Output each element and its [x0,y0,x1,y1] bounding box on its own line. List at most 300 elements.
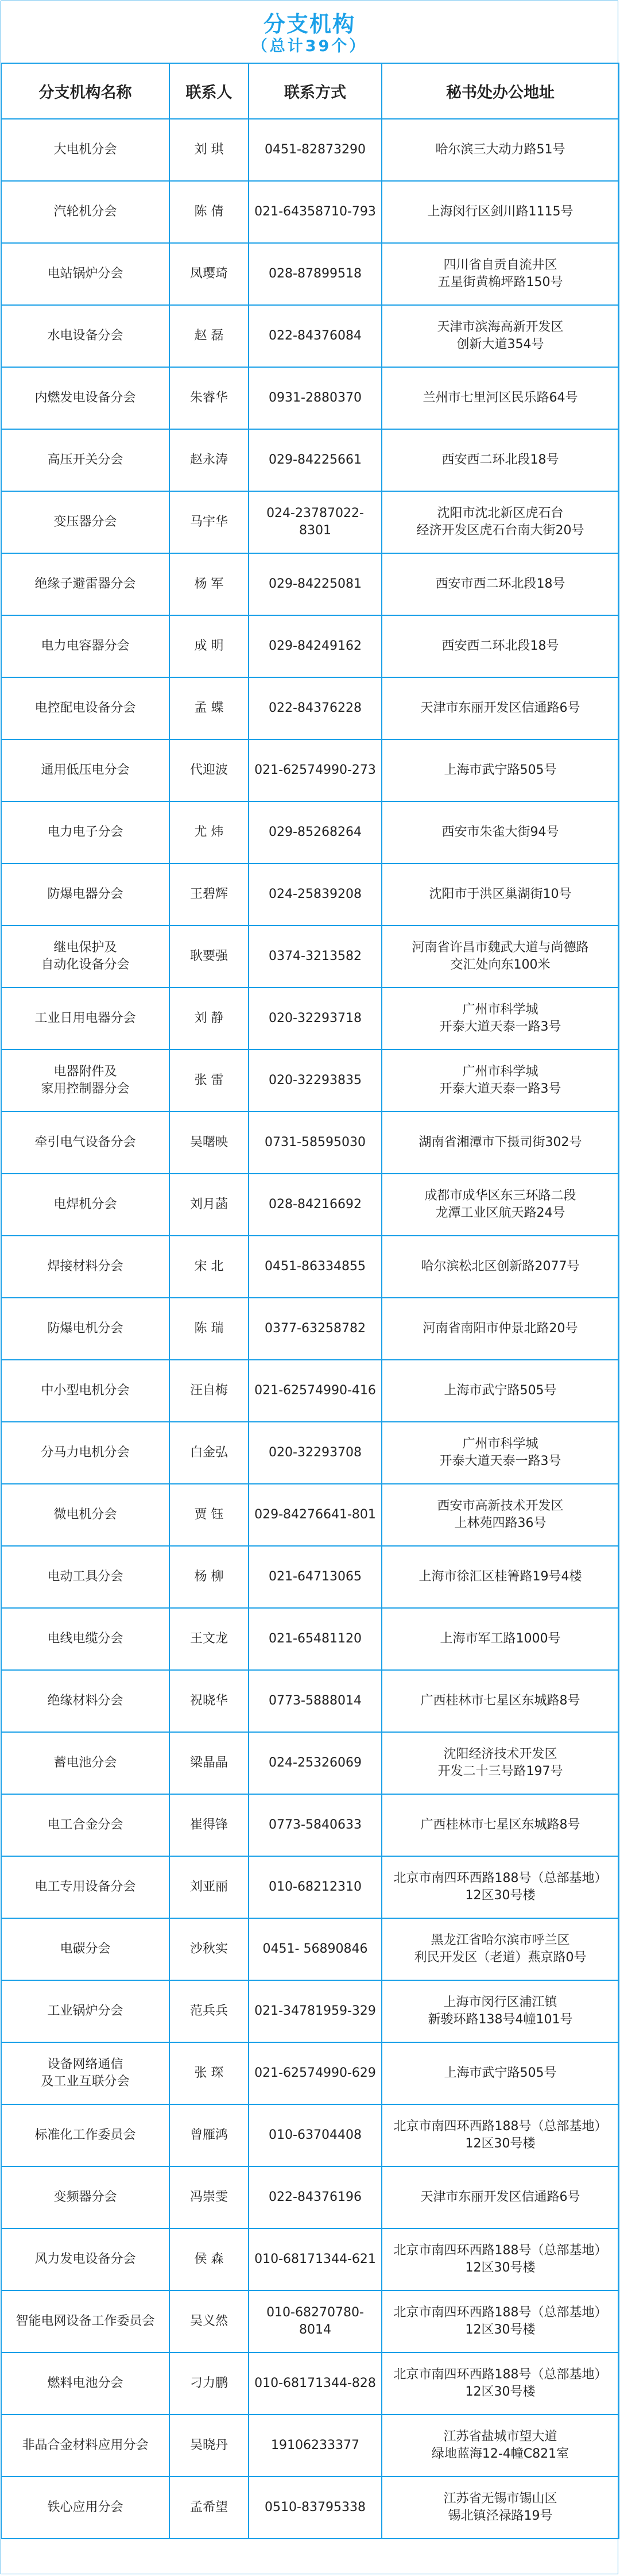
phone-cell: 021-65481120 [249,1608,382,1670]
address-cell-line: 12区30号楼 [465,2323,536,2337]
address-cell [382,677,619,739]
table-row [1,1298,619,1360]
address-cell [382,1794,619,1856]
address-cell-line: 西安市西二环北段18号 [435,577,565,591]
table-row [1,1856,619,1918]
branch-name-cell-line: 牵引电气设备分会 [34,1135,136,1150]
table-row [1,2415,619,2477]
address-cell [382,925,619,988]
branch-name-cell-line: 电动工具分会 [47,1569,123,1584]
branch-name-cell-line: 燃料电池分会 [47,2376,123,2390]
branch-name-cell-line: 工业锅炉分会 [47,2004,123,2018]
address-cell-line: 上海市徐汇区桂箐路19号4楼 [418,1569,582,1584]
address-cell [382,2290,619,2353]
address-cell-line: 龙潭工业区航天路24号 [435,1206,565,1220]
page-header [1,1,618,63]
table-row [1,1546,619,1608]
contact-person-cell: 梁晶晶 [169,1732,249,1794]
contact-person-cell: 范兵兵 [169,1980,249,2042]
address-cell [382,243,619,305]
contact-person-cell: 王文龙 [169,1608,249,1670]
phone-cell: 0773-5840633 [249,1794,382,1856]
table-row [1,1360,619,1422]
address-cell-line: 经济开发区虎石台南大街20号 [416,523,584,538]
branch-name-cell-line: 继电保护及 [53,940,117,955]
contact-person-cell: 刘月菡 [169,1174,249,1236]
phone-cell: 010-68171344-828 [249,2353,382,2415]
address-cell-line: 沈阳经济技术开发区 [443,1747,557,1761]
phone-cell: 029-84225081 [249,553,382,615]
address-cell-line: 12区30号楼 [465,2385,536,2399]
address-cell-line: 开泰大道天泰一路3号 [439,1454,561,1468]
contact-person-cell: 朱睿华 [169,367,249,429]
table-row [1,1794,619,1856]
branch-name-cell [1,2104,169,2166]
address-cell [382,2353,619,2415]
address-cell-line: 河南省南阳市仲景北路20号 [423,1321,578,1336]
branch-name-cell-line: 中小型电机分会 [41,1383,130,1398]
branch-name-cell [1,2415,169,2477]
contact-person-cell: 吴曙映 [169,1112,249,1174]
branch-name-cell [1,988,169,1050]
address-cell [382,1608,619,1670]
address-cell [382,429,619,491]
branch-name-cell-line: 电控配电设备分会 [34,701,136,715]
address-cell [382,1670,619,1732]
contact-person-cell: 尤 炜 [169,801,249,863]
contact-person-cell: 赵永涛 [169,429,249,491]
table-row [1,1484,619,1546]
contact-person-cell: 冯崇雯 [169,2166,249,2228]
branch-name-cell-line: 防爆电机分会 [47,1321,123,1336]
table-row [1,491,619,553]
branch-name-cell-line: 水电设备分会 [47,329,123,343]
branch-name-cell-line: 变频器分会 [53,2190,117,2204]
branch-name-cell [1,1174,169,1236]
phone-cell: 029-84276641-801 [249,1484,382,1546]
address-cell-line: 利民开发区（老道）燕京路0号 [414,1950,587,1965]
phone-cell: 0451-82873290 [249,119,382,181]
table-row [1,801,619,863]
branch-name-cell-line: 电力电子分会 [47,825,123,839]
address-cell [382,1174,619,1236]
address-cell [382,2228,619,2290]
phone-cell: 010-68270780-8014 [249,2290,382,2353]
contact-person-cell: 吴晓丹 [169,2415,249,2477]
address-cell [382,2166,619,2228]
contact-person-cell: 刁力鹏 [169,2353,249,2415]
column-header-phone: 联系方式 [249,63,382,119]
phone-cell: 029-84225661 [249,429,382,491]
table-row [1,2353,619,2415]
contact-person-cell: 侯 森 [169,2228,249,2290]
address-cell [382,1236,619,1298]
contact-person-cell: 沙秋实 [169,1918,249,1980]
address-cell-line: 上海市武宁路505号 [444,2066,557,2080]
page-subtitle: （总计39个） [251,37,367,55]
branch-name-cell-line: 智能电网设备工作委员会 [16,2314,155,2328]
column-header-contact: 联系人 [169,63,249,119]
branch-name-cell [1,739,169,801]
phone-cell: 021-34781959-329 [249,1980,382,2042]
phone-cell: 010-63704408 [249,2104,382,2166]
contact-person-cell: 贾 钰 [169,1484,249,1546]
address-cell-line: 开泰大道天泰一路3号 [439,1082,561,1096]
branch-name-cell [1,925,169,988]
contact-person-cell: 曾雁鸿 [169,2104,249,2166]
branch-name-cell-line: 标准化工作委员会 [34,2128,136,2142]
contact-person-cell: 孟 蝶 [169,677,249,739]
phone-cell: 024-25839208 [249,863,382,925]
contact-person-cell: 汪自梅 [169,1360,249,1422]
contact-person-cell: 崔得锋 [169,1794,249,1856]
branch-name-cell [1,1546,169,1608]
address-cell-line: 西安西二环北段18号 [441,639,559,653]
branch-name-cell [1,863,169,925]
address-cell-line: 江苏省盐城市望大道 [443,2430,557,2444]
phone-cell: 19106233377 [249,2415,382,2477]
address-cell-line: 哈尔滨松北区创新路2077号 [421,1259,580,1274]
address-cell-line: 天津市东丽开发区信通路6号 [420,701,580,715]
address-cell-line: 上海市闵行区浦江镇 [443,1995,557,2010]
branch-name-cell-line: 电工合金分会 [47,1818,123,1832]
address-cell [382,1546,619,1608]
branch-name-cell-line: 大电机分会 [53,142,117,157]
phone-cell: 028-87899518 [249,243,382,305]
table-row [1,243,619,305]
branch-name-cell [1,1484,169,1546]
address-cell [382,1484,619,1546]
branch-name-cell-line: 高压开关分会 [47,453,123,467]
branch-name-cell-line: 电器附件及 [53,1065,117,1079]
contact-person-cell: 张 琛 [169,2042,249,2104]
phone-cell: 0374-3213582 [249,925,382,988]
branch-name-cell-line: 自动化设备分会 [41,958,130,972]
branch-name-cell [1,2166,169,2228]
address-cell [382,801,619,863]
table-header-row [1,63,619,119]
phone-cell: 021-64358710-793 [249,181,382,243]
branch-name-cell-line: 及工业互联分会 [41,2074,130,2089]
address-cell-line: 西安市高新技术开发区 [437,1499,564,1513]
branch-name-cell [1,491,169,553]
address-cell-line: 天津市滨海高新开发区 [437,320,564,334]
address-cell [382,615,619,677]
table-row [1,2477,619,2539]
address-cell [382,863,619,925]
address-cell-line: 西安西二环北段18号 [441,453,559,467]
address-cell [382,2042,619,2104]
branch-name-cell-line: 工业日用电器分会 [34,1011,136,1025]
phone-cell: 022-84376084 [249,305,382,367]
table-row [1,119,619,181]
phone-cell: 029-84249162 [249,615,382,677]
branch-name-cell-line: 绝缘子避雷器分会 [34,577,136,591]
branch-name-cell-line: 微电机分会 [53,1507,117,1522]
branch-name-cell [1,429,169,491]
branch-name-cell [1,801,169,863]
address-cell-line: 12区30号楼 [465,2261,536,2275]
branch-name-cell [1,181,169,243]
page-title: 分支机构 [263,11,355,37]
address-cell-line: 12区30号楼 [465,1888,536,1903]
address-cell [382,1050,619,1112]
address-cell-line: 开泰大道天泰一路3号 [439,1020,561,1034]
column-header-name: 分支机构名称 [1,63,169,119]
phone-cell: 022-84376228 [249,677,382,739]
phone-cell: 029-85268264 [249,801,382,863]
table-row [1,988,619,1050]
branch-name-cell-line: 设备网络通信 [47,2057,123,2072]
table-row [1,1918,619,1980]
branch-name-cell-line: 电线电缆分会 [47,1632,123,1646]
phone-cell: 0931-2880370 [249,367,382,429]
address-cell-line: 广州市科学城 [462,1065,538,1079]
address-cell [382,305,619,367]
address-cell-line: 广州市科学城 [462,1437,538,1451]
phone-cell: 0510-83795338 [249,2477,382,2539]
phone-cell: 024-25326069 [249,1732,382,1794]
branch-name-cell [1,2353,169,2415]
branch-name-cell-line: 变压器分会 [53,515,117,529]
column-header-address: 秘书处办公地址 [382,63,619,119]
phone-cell: 010-68171344-621 [249,2228,382,2290]
table-row [1,1732,619,1794]
table-row [1,1980,619,2042]
address-cell [382,367,619,429]
contact-person-cell: 刘亚丽 [169,1856,249,1918]
phone-cell: 010-68212310 [249,1856,382,1918]
address-cell-line: 沈阳市沈北新区虎石台 [437,506,564,520]
contact-person-cell: 宋 北 [169,1236,249,1298]
contact-person-cell: 陈 瑞 [169,1298,249,1360]
branch-name-cell [1,2290,169,2353]
address-cell-line: 上海市军工路1000号 [440,1632,561,1646]
branch-name-cell [1,677,169,739]
contact-person-cell: 刘 琪 [169,119,249,181]
address-cell [382,491,619,553]
address-cell [382,988,619,1050]
address-cell-line: 黑龙江省哈尔滨市呼兰区 [431,1933,570,1948]
contact-person-cell: 吴义然 [169,2290,249,2353]
contact-person-cell: 耿要强 [169,925,249,988]
address-cell-line: 北京市南四环西路188号（总部基地） [393,2367,607,2382]
address-cell-line: 绿地蓝海12-4幢C821室 [431,2447,569,2461]
branch-name-cell [1,1732,169,1794]
branch-name-cell-line: 绝缘材料分会 [47,1694,123,1708]
address-cell-line: 天津市东丽开发区信通路6号 [420,2190,580,2204]
page-frame [1,1,618,2574]
branch-name-cell [1,1918,169,1980]
branch-name-cell [1,1794,169,1856]
address-cell [382,1918,619,1980]
contact-person-cell: 孟希望 [169,2477,249,2539]
address-cell [382,1360,619,1422]
address-cell [382,1856,619,1918]
table-row [1,677,619,739]
branch-name-cell-line: 汽轮机分会 [53,205,117,219]
branch-name-cell [1,1856,169,1918]
branch-name-cell [1,1050,169,1112]
table-row [1,615,619,677]
branch-name-cell-line: 蓄电池分会 [53,1756,117,1770]
address-cell-line: 北京市南四环西路188号（总部基地） [393,2305,607,2320]
phone-cell: 028-84216692 [249,1174,382,1236]
address-cell [382,1980,619,2042]
phone-cell: 021-62574990-416 [249,1360,382,1422]
phone-cell: 0451-86334855 [249,1236,382,1298]
branch-name-cell [1,2228,169,2290]
table-row [1,305,619,367]
address-cell-line: 北京市南四环西路188号（总部基地） [393,2119,607,2134]
table-row [1,2104,619,2166]
contact-person-cell: 成 明 [169,615,249,677]
branch-table [1,63,619,2539]
branch-name-cell [1,2477,169,2539]
address-cell-line: 上海市武宁路505号 [444,763,557,777]
address-cell-line: 上海市武宁路505号 [444,1383,557,1398]
address-cell-line: 河南省许昌市魏武大道与尚德路 [412,940,589,955]
branch-name-cell-line: 电工专用设备分会 [34,1880,136,1894]
address-cell [382,119,619,181]
table-row [1,1670,619,1732]
contact-person-cell: 祝晓华 [169,1670,249,1732]
table-row [1,181,619,243]
address-cell [382,1732,619,1794]
address-cell [382,739,619,801]
branch-name-cell-line: 防爆电器分会 [47,887,123,901]
phone-cell: 020-32293718 [249,988,382,1050]
contact-person-cell: 王碧辉 [169,863,249,925]
address-cell [382,2104,619,2166]
branch-name-cell-line: 非晶合金材料应用分会 [22,2438,149,2452]
branch-name-cell [1,1980,169,2042]
table-row [1,863,619,925]
table-row [1,1112,619,1174]
table-row [1,925,619,988]
address-cell-line: 兰州市七里河区民乐路64号 [423,391,578,405]
branch-name-cell-line: 电站锅炉分会 [47,267,123,281]
address-cell-line: 上林苑四路36号 [454,1516,547,1530]
phone-cell: 0451- 56890846 [249,1918,382,1980]
phone-cell: 0773-5888014 [249,1670,382,1732]
table-row [1,2228,619,2290]
branch-name-cell [1,553,169,615]
address-cell-line: 广西桂林市七星区东城路8号 [420,1694,580,1708]
address-cell-line: 江苏省无锡市锡山区 [443,2492,557,2506]
table-row [1,2166,619,2228]
address-cell [382,181,619,243]
address-cell [382,1298,619,1360]
table-row [1,1422,619,1484]
contact-person-cell: 张 雷 [169,1050,249,1112]
address-cell-line: 创新大道354号 [456,337,544,352]
contact-person-cell: 刘 静 [169,988,249,1050]
table-row [1,2042,619,2104]
contact-person-cell: 马宇华 [169,491,249,553]
table-row [1,1050,619,1112]
phone-cell: 024-23787022-8301 [249,491,382,553]
address-cell-line: 成都市成华区东三环路二段 [424,1189,576,1203]
address-cell-line: 沈阳市于洪区巢湖街10号 [429,887,572,901]
branch-name-cell [1,367,169,429]
address-cell-line: 四川省自贡自流井区 [443,258,557,272]
address-cell-line: 西安市朱雀大街94号 [441,825,559,839]
branch-name-cell-line: 电力电容器分会 [41,639,130,653]
address-cell-line: 北京市南四环西路188号（总部基地） [393,2243,607,2258]
phone-cell: 021-62574990-629 [249,2042,382,2104]
table-row [1,1608,619,1670]
address-cell-line: 五星街黄桷坪路150号 [437,275,563,290]
table-row [1,739,619,801]
branch-name-cell [1,1360,169,1422]
contact-person-cell: 杨 军 [169,553,249,615]
branch-name-cell [1,305,169,367]
branch-name-cell-line: 分马力电机分会 [41,1445,130,1460]
phone-cell: 021-62574990-273 [249,739,382,801]
table-row [1,1236,619,1298]
branch-name-cell [1,1112,169,1174]
address-cell-line: 开发二十三号路197号 [437,1764,563,1779]
contact-person-cell: 代迎波 [169,739,249,801]
address-cell-line: 锡北镇泾禄路19号 [448,2509,553,2523]
table-row [1,1174,619,1236]
address-cell-line: 北京市南四环西路188号（总部基地） [393,1871,607,1885]
address-cell [382,553,619,615]
contact-person-cell: 白金弘 [169,1422,249,1484]
branch-name-cell-line: 电碳分会 [60,1942,111,1956]
branch-name-cell-line: 家用控制器分会 [41,1082,130,1096]
contact-person-cell: 陈 倩 [169,181,249,243]
table-row [1,429,619,491]
table-body [1,119,619,2539]
address-cell [382,1422,619,1484]
table-row [1,553,619,615]
address-cell-line: 哈尔滨三大动力路51号 [435,142,565,157]
phone-cell: 020-32293708 [249,1422,382,1484]
branch-name-cell-line: 通用低压电分会 [41,763,130,777]
branch-name-cell-line: 焊接材料分会 [47,1259,123,1274]
branch-name-cell [1,1298,169,1360]
contact-person-cell: 杨 柳 [169,1546,249,1608]
phone-cell: 022-84376196 [249,2166,382,2228]
branch-name-cell [1,1422,169,1484]
contact-person-cell: 赵 磊 [169,305,249,367]
contact-person-cell: 凤璎琦 [169,243,249,305]
branch-name-cell-line: 内燃发电设备分会 [34,391,136,405]
address-cell-line: 12区30号楼 [465,2137,536,2151]
address-cell-line: 新骏环路138号4幢101号 [428,2012,573,2027]
address-cell-line: 上海闵行区剑川路1115号 [427,205,574,219]
address-cell-line: 广州市科学城 [462,1002,538,1017]
address-cell-line: 交汇处向东100米 [450,958,551,972]
branch-name-cell [1,2042,169,2104]
branch-name-cell [1,1236,169,1298]
branch-name-cell [1,119,169,181]
branch-name-cell-line: 电焊机分会 [53,1197,117,1212]
address-cell-line: 广西桂林市七星区东城路8号 [420,1818,580,1832]
table-row [1,2290,619,2353]
branch-name-cell [1,1670,169,1732]
address-cell [382,2415,619,2477]
address-cell-line: 湖南省湘潭市下摄司街302号 [418,1135,582,1150]
branch-name-cell [1,1608,169,1670]
address-cell [382,1112,619,1174]
branch-name-cell-line: 风力发电设备分会 [34,2252,136,2266]
address-cell [382,2477,619,2539]
phone-cell: 021-64713065 [249,1546,382,1608]
phone-cell: 020-32293835 [249,1050,382,1112]
